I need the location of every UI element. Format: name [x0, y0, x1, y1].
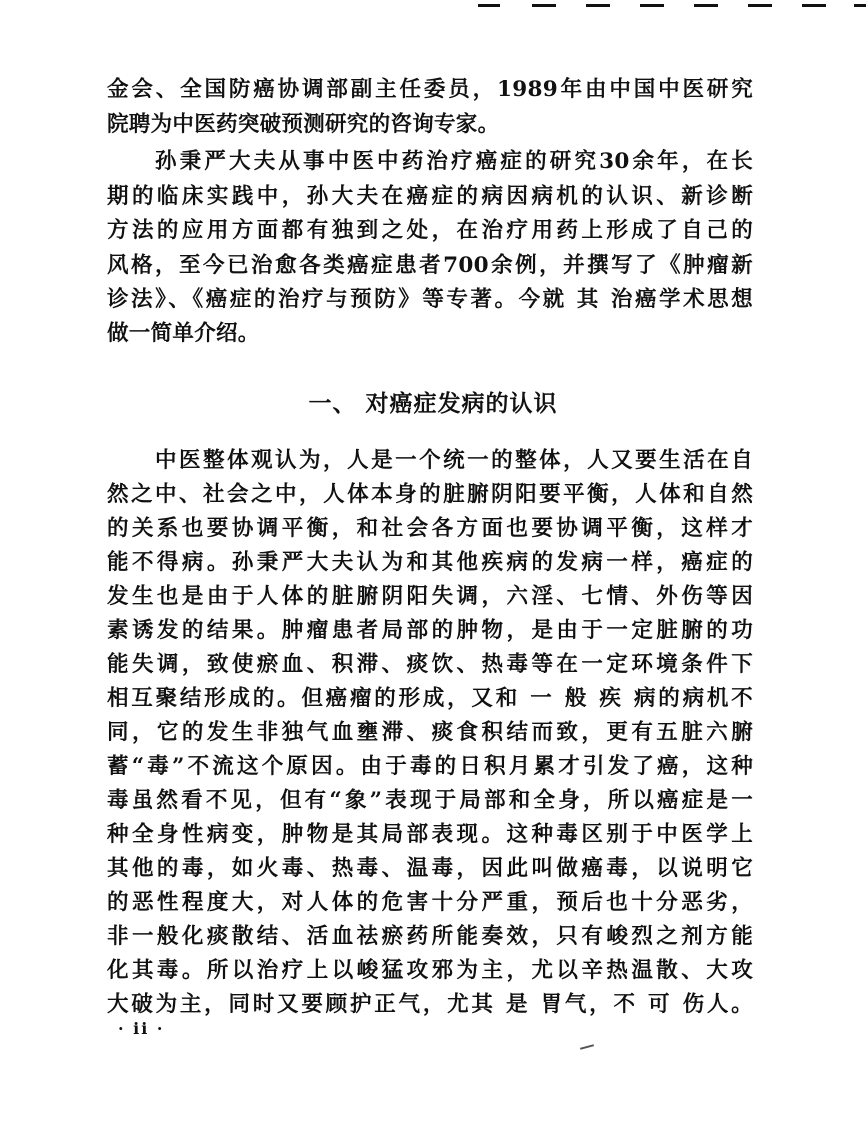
body-text-line: 蓄“毒”不流这个原因。由于毒的日积月累才引发了癌，这种	[107, 754, 753, 779]
page-number: · ii ·	[118, 1019, 165, 1038]
body-text-line: 相互聚结形成的。但癌瘤的形成，又和 一 般 疾 病的病机不	[107, 686, 753, 711]
body-text-line: 孙秉严大夫从事中医中药治疗癌症的研究30余年，在长	[155, 149, 753, 174]
body-text-line: 化其毒。所以治疗上以峻猛攻邪为主，尤以辛热温散、大攻	[107, 958, 753, 983]
body-text-line: 然之中、社会之中，人体本身的脏腑阴阳要平衡，人体和自然	[107, 482, 753, 507]
body-text-line: 中医整体观认为，人是一个统一的整体，人又要生活在自	[155, 448, 753, 473]
scan-edge-marks	[470, 0, 866, 14]
body-text-line: 素诱发的结果。肿瘤患者局部的肿物，是由于一定脏腑的功	[107, 618, 753, 643]
body-text-line: 的关系也要协调平衡，和社会各方面也要协调平衡，这样才	[107, 516, 753, 541]
body-text-line: 毒虽然看不见，但有“象”表现于局部和全身，所以癌症是一	[107, 788, 753, 813]
scan-speck	[580, 1044, 594, 1050]
body-text-line: 同，它的发生非独气血壅滞、痰食积结而致，更有五脏六腑	[107, 720, 753, 745]
body-text-line: 其他的毒，如火毒、热毒、温毒，因此叫做癌毒，以说明它	[107, 856, 753, 881]
body-text-line: 方法的应用方面都有独到之处，在治疗用药上形成了自己的	[107, 218, 753, 243]
body-text-line: 发生也是由于人体的脏腑阴阳失调，六淫、七情、外伤等因	[107, 584, 753, 609]
body-text-line: 能失调，致使瘀血、积滞、痰饮、热毒等在一定环境条件下	[107, 652, 753, 677]
body-text-line: 做一简单介绍。	[107, 321, 260, 346]
section-heading: 一、 对癌症发病的认识	[308, 390, 558, 417]
body-text-line: 期的临床实践中，孙大夫在癌症的病因病机的认识、新诊断	[107, 184, 753, 209]
body-text-line: 种全身性病变，肿物是其局部表现。这种毒区别于中医学上	[107, 822, 753, 847]
body-text-line: 的恶性程度大，对人体的危害十分严重，预后也十分恶劣，	[107, 890, 753, 915]
body-text-line: 金会、全国防癌协调部副主任委员，1989年由中国中医研究	[107, 77, 753, 102]
body-text-line: 诊法》、《癌症的治疗与预防》等专著。今就 其 治癌学术思想	[107, 287, 753, 312]
body-text-line: 非一般化痰散结、活血祛瘀药所能奏效，只有峻烈之剂方能	[107, 924, 753, 949]
body-text-line: 大破为主，同时又要顾护正气，尤其 是 胃气，不 可 伤人。	[107, 992, 753, 1017]
body-text-line: 风格，至今已治愈各类癌症患者700余例，并撰写了《肿瘤新	[107, 253, 753, 278]
body-text-line: 院聘为中医药突破预测研究的咨询专家。	[107, 112, 500, 137]
body-text-line: 能不得病。孙秉严大夫认为和其他疾病的发病一样，癌症的	[107, 550, 753, 575]
